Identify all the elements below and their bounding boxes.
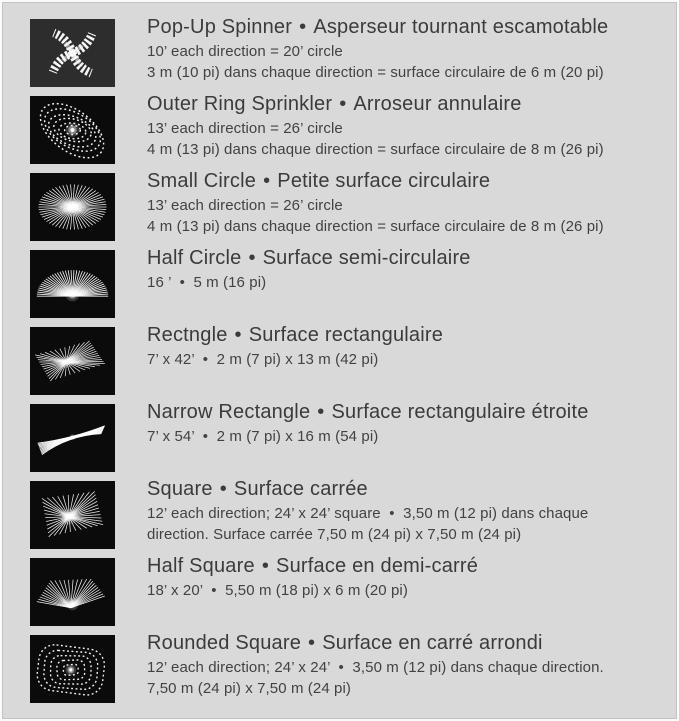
pattern-title-french: Petite surface circulaire [277,170,491,192]
spray-pattern-thumbnail [30,173,115,241]
pattern-title-french: Surface carrée [233,478,368,500]
pattern-spec-line: 4 m (13 pi) dans chaque direction = surface circulaire de 8 m (26 pi) [147,140,604,158]
pattern-spec-line: 13’ each direction = 26’ circle [147,120,343,137]
pattern-row [30,478,670,549]
pattern-specs [147,42,670,83]
pattern-title-english: Half Circle [147,247,242,269]
pattern-title [147,555,670,578]
pattern-specs [147,504,670,545]
pattern-title [147,632,670,655]
pattern-specs [147,273,670,294]
pattern-title-english: Half Square [147,555,255,577]
bullet-separator: • [263,170,271,192]
pattern-title-english: Narrow Rectangle [147,401,311,423]
pattern-title-french: Surface rectangulaire étroite [331,401,589,423]
bullet-separator: • [339,93,347,115]
pattern-title-french: Arroseur annulaire [353,93,522,115]
spray-pattern-thumbnail [30,404,115,472]
pattern-row [30,247,670,318]
pattern-title [147,478,670,501]
pattern-specs [147,658,670,699]
pattern-spec-line: 13’ each direction = 26’ circle [147,197,343,214]
pattern-spec-line: 16 ’ • 5 m (16 pi) [147,274,267,291]
pattern-row [30,555,670,626]
pattern-title-english: Small Circle [147,170,257,192]
pattern-spec-line: 12’ each direction; 24’ x 24’ • 3,50 m (12 pi) dans chaque direction. [147,659,604,676]
pattern-row [30,632,670,703]
pattern-text-block [147,632,670,699]
pattern-row [30,16,670,87]
narrow-rectangle-pattern-icon [30,404,115,472]
pattern-specs [147,350,670,371]
pattern-title [147,93,670,116]
pattern-spec-line: 7’ x 42’ • 2 m (7 pi) x 13 m (42 pi) [147,351,379,368]
spray-pattern-thumbnail [30,327,115,395]
pattern-specs [147,427,670,448]
pattern-title-english: Outer Ring Sprinkler [147,93,333,115]
pattern-title-french: Surface rectangulaire [248,324,444,346]
bullet-separator: • [299,16,307,38]
pattern-spec-line: 3 m (10 pi) dans chaque direction = surface circulaire de 6 m (20 pi) [147,63,604,81]
pattern-text-block [147,478,670,545]
pattern-text-block [147,247,670,294]
pattern-title-english: Rectngle [147,324,228,346]
pattern-spec-line: 12’ each direction; 24’ x 24’ square • 3,50 m (12 pi) dans chaque [147,505,589,522]
pattern-text-block [147,93,670,160]
outer-ring-pattern-icon [30,96,115,164]
pattern-spec-line: 18’ x 20’ • 5,50 m (18 pi) x 6 m (20 pi) [147,582,408,599]
pattern-text-block [147,16,670,83]
bullet-separator: • [308,632,316,654]
bullet-separator: • [219,478,227,500]
spray-pattern-thumbnail [30,558,115,626]
pattern-title-english: Pop-Up Spinner [147,16,293,38]
spray-pattern-thumbnail [30,635,115,703]
pattern-title [147,247,670,270]
pattern-text-block [147,324,670,371]
rectangle-pattern-icon [30,327,115,395]
pattern-row [30,93,670,164]
rounded-square-pattern-icon [30,635,115,703]
half-circle-pattern-icon [30,250,115,318]
pattern-title-french: Surface en carré arrondi [322,632,543,654]
pattern-title-english: Rounded Square [147,632,302,654]
pattern-row [30,401,670,472]
bullet-separator: • [234,324,242,346]
half-square-pattern-icon [30,558,115,626]
pattern-spec-line: 7’ x 54’ • 2 m (7 pi) x 16 m (54 pi) [147,428,379,445]
pattern-title-french: Surface en demi-carré [276,555,479,577]
pattern-title-french: Surface semi-circulaire [262,247,471,269]
pattern-text-block [147,401,670,448]
pattern-title [147,401,670,424]
pattern-title-english: Square [147,478,213,500]
bullet-separator: • [317,401,325,423]
pattern-title [147,324,670,347]
pattern-specs [147,581,670,602]
square-pattern-icon [30,481,115,549]
spray-pattern-thumbnail [30,96,115,164]
bullet-separator: • [261,555,270,577]
bullet-separator: • [248,247,256,269]
pattern-text-block [147,555,670,602]
pattern-spec-line: 7,50 m (24 pi) x 7,50 m (24 pi) [147,679,352,697]
pattern-row [30,170,670,241]
pattern-title-french: Asperseur tournant escamotable [313,16,609,38]
spray-pattern-thumbnail [30,481,115,549]
sprinkler-patterns-page [2,2,677,719]
pattern-spec-line: 10’ each direction = 20’ circle [147,43,343,60]
pattern-spec-line: 4 m (13 pi) dans chaque direction = surface circulaire de 8 m (26 pi) [147,217,604,235]
pattern-text-block [147,170,670,237]
pattern-spec-line: direction. Surface carrée 7,50 m (24 pi) x 7,50 m (24 pi) [147,525,522,543]
pattern-title [147,16,670,39]
spray-pattern-thumbnail [30,250,115,318]
pattern-title [147,170,670,193]
spray-pattern-thumbnail [30,19,115,87]
pattern-specs [147,119,670,160]
pattern-row [30,324,670,395]
small-circle-pattern-icon [30,173,115,241]
pattern-specs [147,196,670,237]
spinner-pattern-icon [30,19,115,87]
